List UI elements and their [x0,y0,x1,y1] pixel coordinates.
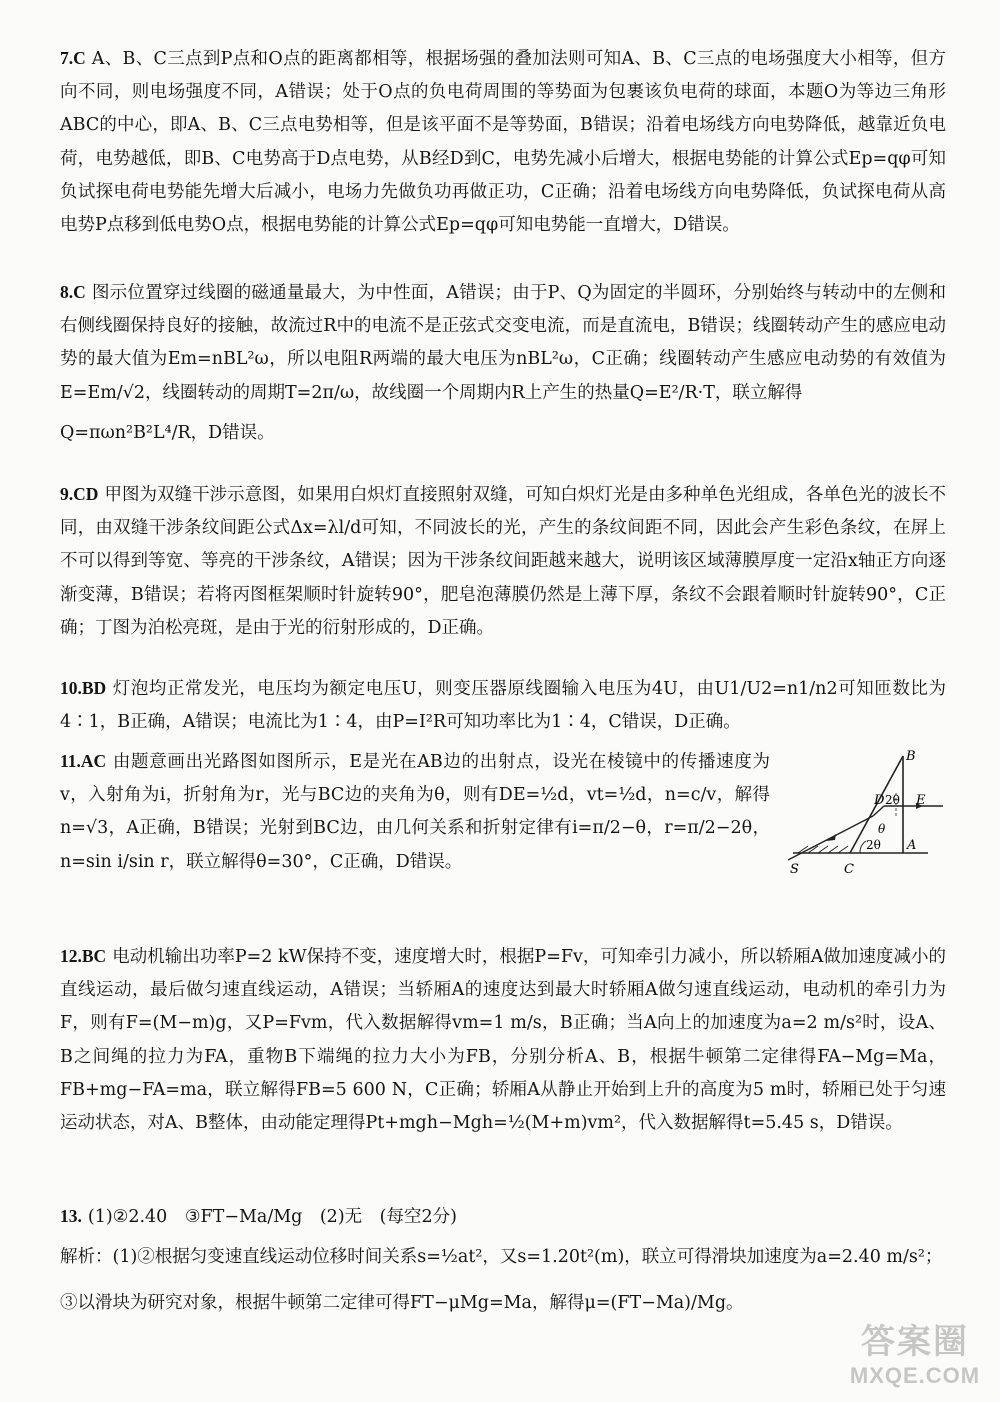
answer-item-13 [60,1200,946,1326]
item-number: 12.BC [60,946,107,966]
watermark-logo-text: 答案圈 [861,1323,969,1361]
figure-label-c: C [844,862,854,877]
figure-label-s: S [790,862,799,877]
item-analysis-2: ③以滑块为研究对象，根据牛顿第二定律可得FT−μMg=Ma，解得μ=(FT−Ma)/Mg。 [60,1293,744,1314]
figure-label-2theta-bottom: 2θ [866,838,881,852]
item-text: 图示位置穿过线圈的磁通量最大，为中性面，A错误；由于P、Q为固定的半圆环，分别始终与转动中的左侧和右侧线圈保持良好的接触，故流过R中的电流不是正弦式交变电流，而是直流电，B错误；线圈转动产生的感应电动势的最大值为Em=nBL²ω，所以电阻R两端的最大电压为nBL²ω，C正确；线圈转动产生感应电动势的有效值为E=Em/√2，线圈转动的周期T=2π/ω，故线圈一个周期内R上产生的热量Q=E²/R·T，联立解得 [60,283,946,403]
item-text: 灯泡均正常发光，电压均为额定电压U，则变压器原线圈输入电压为4U，由U1/U2=n1/n2可知匝数比为4∶1，B正确，A错误；电流比为1∶4，由P=I²R可知功率比为1∶4，C错误，D正确。 [60,679,946,733]
item-text: A、B、C三点到P点和O点的距离都相等，根据场强的叠加法则可知A、B、C三点的电场强度大小相等，但方向不同，则电场强度不同，A错误；处于O点的负电荷周围的等势面为包裹该负电荷的球面，本题O为等边三角形ABC的中心，即A、B、C三点电势相等，但是该平面不是等势面，B错误；沿着电场线方向电势降低，越靠近负电荷，电势越低，即B、C电势高于D点电势，从B经D到C，电势先减小后增大，根据电势能的计算公式Ep=qφ可知负试探电荷电势能先增大后减小，电场力先做负功再做正功，C正确；沿着电场线方向电势降低，负试探电荷从高电势P点移到低电势O点，根据电势能的计算公式Ep=qφ可知电势能一直增大，D错误。 [60,49,946,236]
item-number: 13. [60,1206,82,1226]
item-number: 8.C [60,282,86,302]
item-analysis-1: 解析：(1)②根据匀变速直线运动位移时间关系s=½at²，又s=1.20t²(m)，联立可得滑块加速度为a=2.40 m/s²； [60,1247,943,1268]
item-number: 10.BD [60,678,107,698]
answer-item-11 [60,745,770,879]
answer-item-10 [60,672,946,739]
item-formula: Q=πωn²B²L⁴/R，D错误。 [60,422,275,443]
item-answer: (1)②2.40 ③FT−Ma/Mg (2)无 (每空2分) [87,1207,457,1227]
item-number: 11.AC [60,751,107,771]
watermark-url: MXQE.COM [849,1363,981,1388]
item-text: 电动机输出功率P=2 kW保持不变，速度增大时，根据P=Fv，可知牵引力减小，所以轿厢A做加速度减小的直线运动，最后做匀速直线运动，A错误；当轿厢A的速度达到最大时轿厢A做匀速直线运动，电动机的牵引力为F，则有F=(M−m)g，又P=Fvm，代入数据解得vm=1 m/s，B正确；当A向上的加速度为a=2 m/s²时，设A、B之间绳的拉力为FA，重物B下端绳的拉力大小为FB，分别分析A、B，根据牛顿第二定律得FA−Mg=Ma，FB+mg−FA=ma，联立解得FB=5 600 N，C正确；轿厢A从静止开始到上升的高度为5 m时，轿厢已处于匀速运动状态，对A、B整体，由动能定理得Pt+mgh−Mgh=½(M+m)vm²，代入数据解得t=5.45 s，D错误。 [60,947,946,1134]
answer-item-7 [60,42,946,242]
answer-item-12 [60,940,946,1140]
figure-label-theta: θ [878,822,886,836]
item-number: 7.C [60,48,86,68]
figure-label-e: E [916,793,926,808]
prism-light-path-figure [778,748,948,883]
figure-label-d: D [874,793,885,808]
answer-item-9 [60,478,946,645]
item-text: 甲图为双缝干涉示意图，如果用白炽灯直接照射双缝，可知白炽灯光是由多种单色光组成，各单色光的波长不同，由双缝干涉条纹间距公式Δx=λl/d可知，不同波长的光，产生的条纹间距不同，因此会产生彩色条纹，在屏上不可以得到等宽、等亮的干涉条纹，A错误；因为干涉条纹间距越来越大，说明该区域薄膜厚度一定沿x轴正方向逐渐变薄，B错误；若将丙图框架顺时针旋转90°，肥皂泡薄膜仍然是上薄下厚，条纹不会跟着顺时针旋转90°，C正确；丁图为泊松亮斑，是由于光的衍射形成的，D正确。 [60,485,946,638]
figure-label-a: A [907,838,917,853]
figure-label-2theta-top: 2θ [885,793,900,807]
item-number: 9.CD [60,484,99,504]
answer-item-8 [60,276,946,456]
figure-label-b: B [906,749,916,764]
site-watermark [840,1314,990,1394]
item-text: 由题意画出光路图如图所示，E是光在AB边的出射点，设光在棱镜中的传播速度为v，入射角为i，折射角为r，光与BC边的夹角为θ，则有DE=½d，vt=½d，n=c/v，解得n=√3，A正确，B错误；光射到BC边，由几何关系和折射定律有i=π/2−θ，r=π/2−2θ，n=sin i/sin r，联立解得θ=30°，C正确，D错误。 [60,752,770,872]
